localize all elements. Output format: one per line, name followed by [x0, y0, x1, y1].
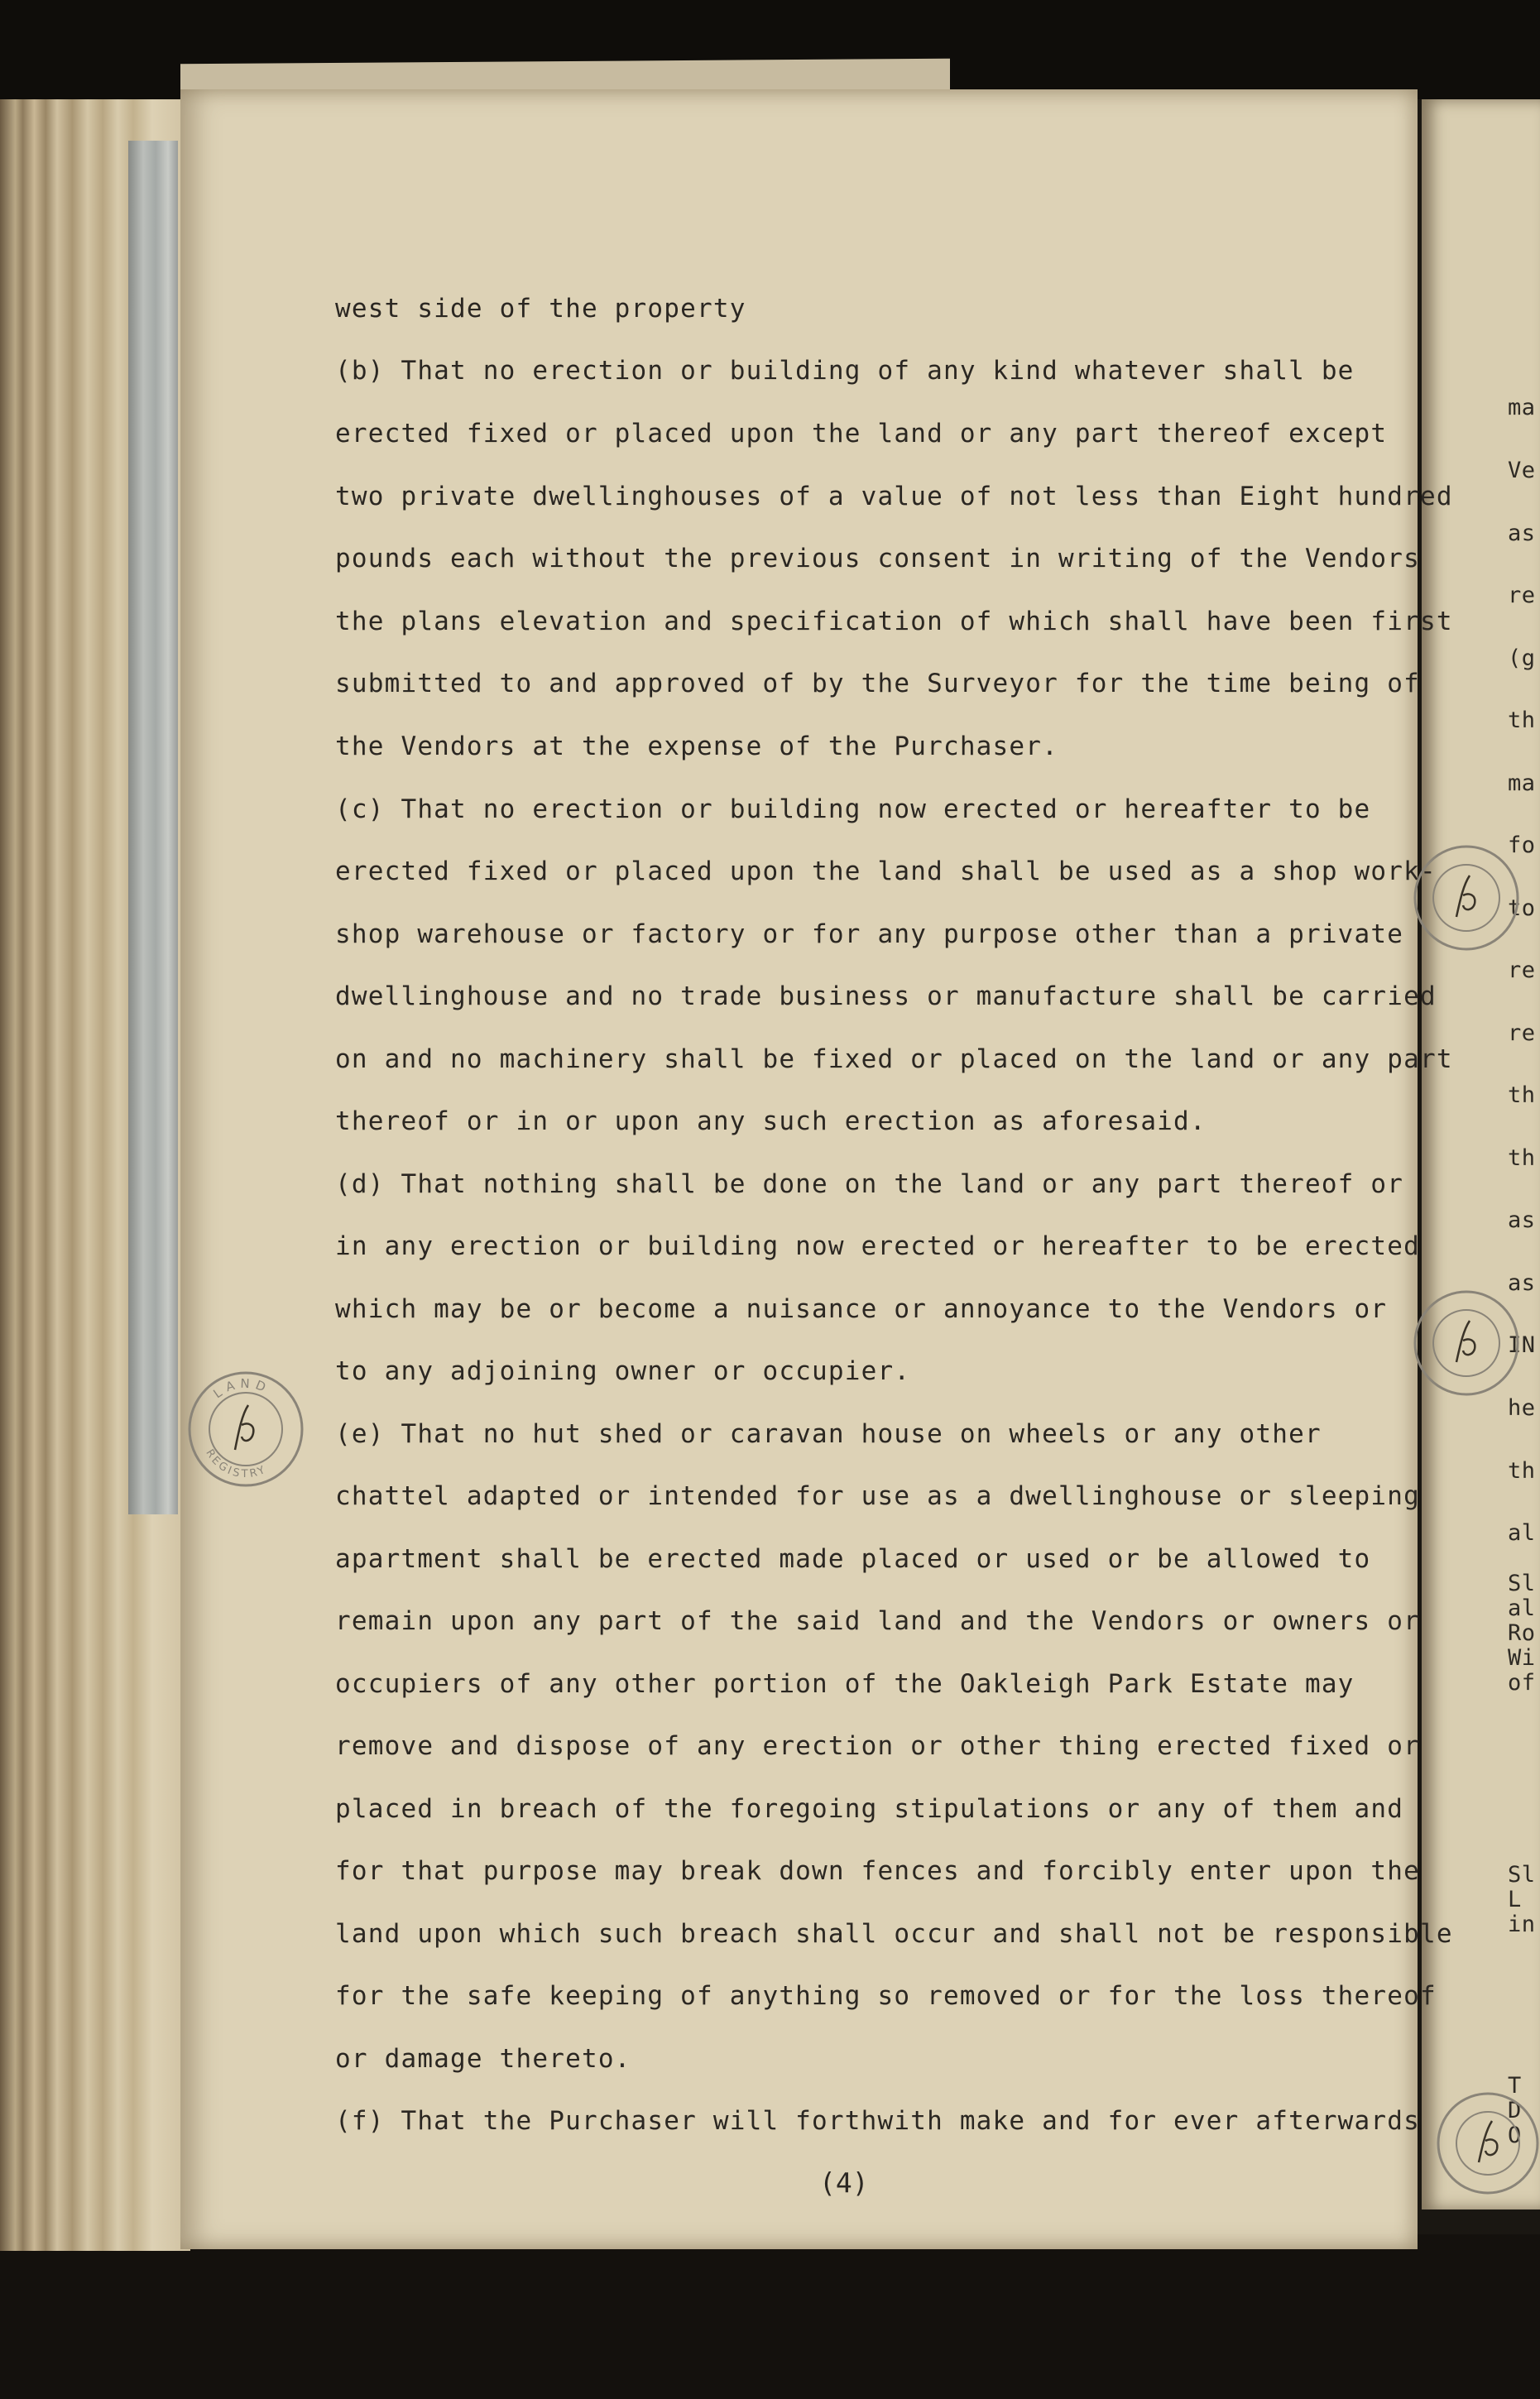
right-page-fragment: of	[1508, 1670, 1536, 1696]
right-page-fragment: Wi	[1508, 1645, 1536, 1671]
land-registry-seal-icon	[184, 1367, 308, 1491]
document-line: erected fixed or placed upon the land shall be used as a shop work-	[335, 856, 1437, 886]
right-page-fragment: th	[1508, 708, 1536, 733]
right-page-fragment: T	[1508, 2073, 1522, 2099]
right-page-fragment: re	[1508, 583, 1536, 608]
document-line: (c) That no erection or building now erected or hereafter to be	[335, 794, 1371, 824]
right-page-fragment: fo	[1508, 832, 1536, 858]
right-page-fragment: he	[1508, 1395, 1536, 1421]
document-line: west side of the property	[335, 294, 746, 324]
binding-tape	[128, 141, 178, 1514]
document-line: to any adjoining owner or occupier.	[335, 1356, 911, 1386]
right-page-fragment: re	[1508, 1020, 1536, 1046]
land-registry-stamp-left	[184, 1367, 308, 1491]
right-page-fragment: (g	[1508, 645, 1536, 671]
document-line: the Vendors at the expense of the Purchaser.	[335, 732, 1058, 761]
document-line: for that purpose may break down fences and forcibly enter upon the	[335, 1856, 1420, 1886]
document-line: placed in breach of the foregoing stipulations or any of them and	[335, 1794, 1404, 1824]
right-page-fragment: L	[1508, 1887, 1522, 1912]
land-registry-stamp-right-lower	[1436, 2081, 1540, 2205]
document-line: erected fixed or placed upon the land or any part thereof except	[335, 419, 1388, 449]
document-line: the plans elevation and specification of which shall have been first	[335, 607, 1453, 636]
document-line: (e) That no hut shed or caravan house on wheels or any other	[335, 1419, 1322, 1449]
document-line: (f) That the Purchaser will forthwith make and for ever afterwards	[335, 2106, 1420, 2136]
land-registry-seal-icon	[1408, 836, 1524, 960]
background-bottom	[0, 2234, 1540, 2399]
right-page-fragment: ma	[1508, 770, 1536, 796]
land-registry-seal-icon	[1408, 1281, 1524, 1405]
document-line: occupiers of any other portion of the Oakleigh Park Estate may	[335, 1669, 1355, 1699]
right-page-fragment: to	[1508, 895, 1536, 921]
right-page-fragment: al	[1508, 1520, 1536, 1546]
document-line: thereof or in or upon any such erection as aforesaid.	[335, 1106, 1207, 1136]
right-page-fragment: th	[1508, 1145, 1536, 1171]
right-page-fragment: re	[1508, 957, 1536, 983]
document-line: pounds each without the previous consent in writing of the Vendors	[335, 544, 1420, 573]
right-page-fragment: ma	[1508, 395, 1536, 420]
right-page-fragment: Ve	[1508, 458, 1536, 483]
land-registry-seal-icon	[1436, 2081, 1540, 2205]
document-line: dwellinghouse and no trade business or manufacture shall be carried	[335, 981, 1437, 1011]
document-line: in any erection or building now erected or hereafter to be erected	[335, 1231, 1420, 1261]
right-page-fragment: Sl	[1508, 1862, 1536, 1888]
document-line: which may be or become a nuisance or annoyance to the Vendors or	[335, 1294, 1388, 1324]
land-registry-stamp-right-middle	[1408, 1281, 1524, 1405]
document-line: shop warehouse or factory or for any purpose other than a private	[335, 919, 1404, 949]
right-page-fragment: Sl	[1508, 1571, 1536, 1596]
page-number: (4)	[819, 2166, 869, 2199]
svg-text:REGISTRY: REGISTRY	[203, 1447, 270, 1481]
right-page-fragment: th	[1508, 1458, 1536, 1484]
land-registry-stamp-right-upper	[1408, 836, 1524, 960]
right-page-fragment: al	[1508, 1595, 1536, 1621]
right-page-fragment: Ro	[1508, 1620, 1536, 1646]
document-line: or damage thereto.	[335, 2044, 631, 2074]
document-line: for the safe keeping of anything so removed or for the loss thereof	[335, 1981, 1437, 2011]
document-line: on and no machinery shall be fixed or placed on the land or any part	[335, 1044, 1453, 1074]
right-page-fragment: th	[1508, 1082, 1536, 1108]
document-line: (b) That no erection or building of any kind whatever shall be	[335, 356, 1355, 386]
document-line: submitted to and approved of by the Surveyor for the time being of	[335, 669, 1420, 698]
right-page-fragment: as	[1508, 1207, 1536, 1233]
right-page-fragment: as	[1508, 521, 1536, 546]
right-page-fragment: O	[1508, 2123, 1522, 2148]
svg-text:LAND: LAND	[210, 1375, 273, 1402]
document-line: remain upon any part of the said land and the Vendors or owners or	[335, 1606, 1420, 1636]
document-line: apartment shall be erected made placed or used or be allowed to	[335, 1544, 1371, 1574]
right-page-fragment: as	[1508, 1270, 1536, 1296]
right-page-fragment: D	[1508, 2098, 1522, 2123]
document-line: remove and dispose of any erection or other thing erected fixed or	[335, 1731, 1420, 1761]
document-line: chattel adapted or intended for use as a dwellinghouse or sleeping	[335, 1481, 1420, 1511]
document-line: (d) That nothing shall be done on the land or any part thereof or	[335, 1169, 1404, 1199]
document-line: two private dwellinghouses of a value of not less than Eight hundred	[335, 482, 1453, 511]
document-line: land upon which such breach shall occur and shall not be responsible	[335, 1919, 1453, 1949]
right-page-fragment: in	[1508, 1912, 1536, 1937]
right-page-fragment: IN	[1508, 1332, 1536, 1358]
